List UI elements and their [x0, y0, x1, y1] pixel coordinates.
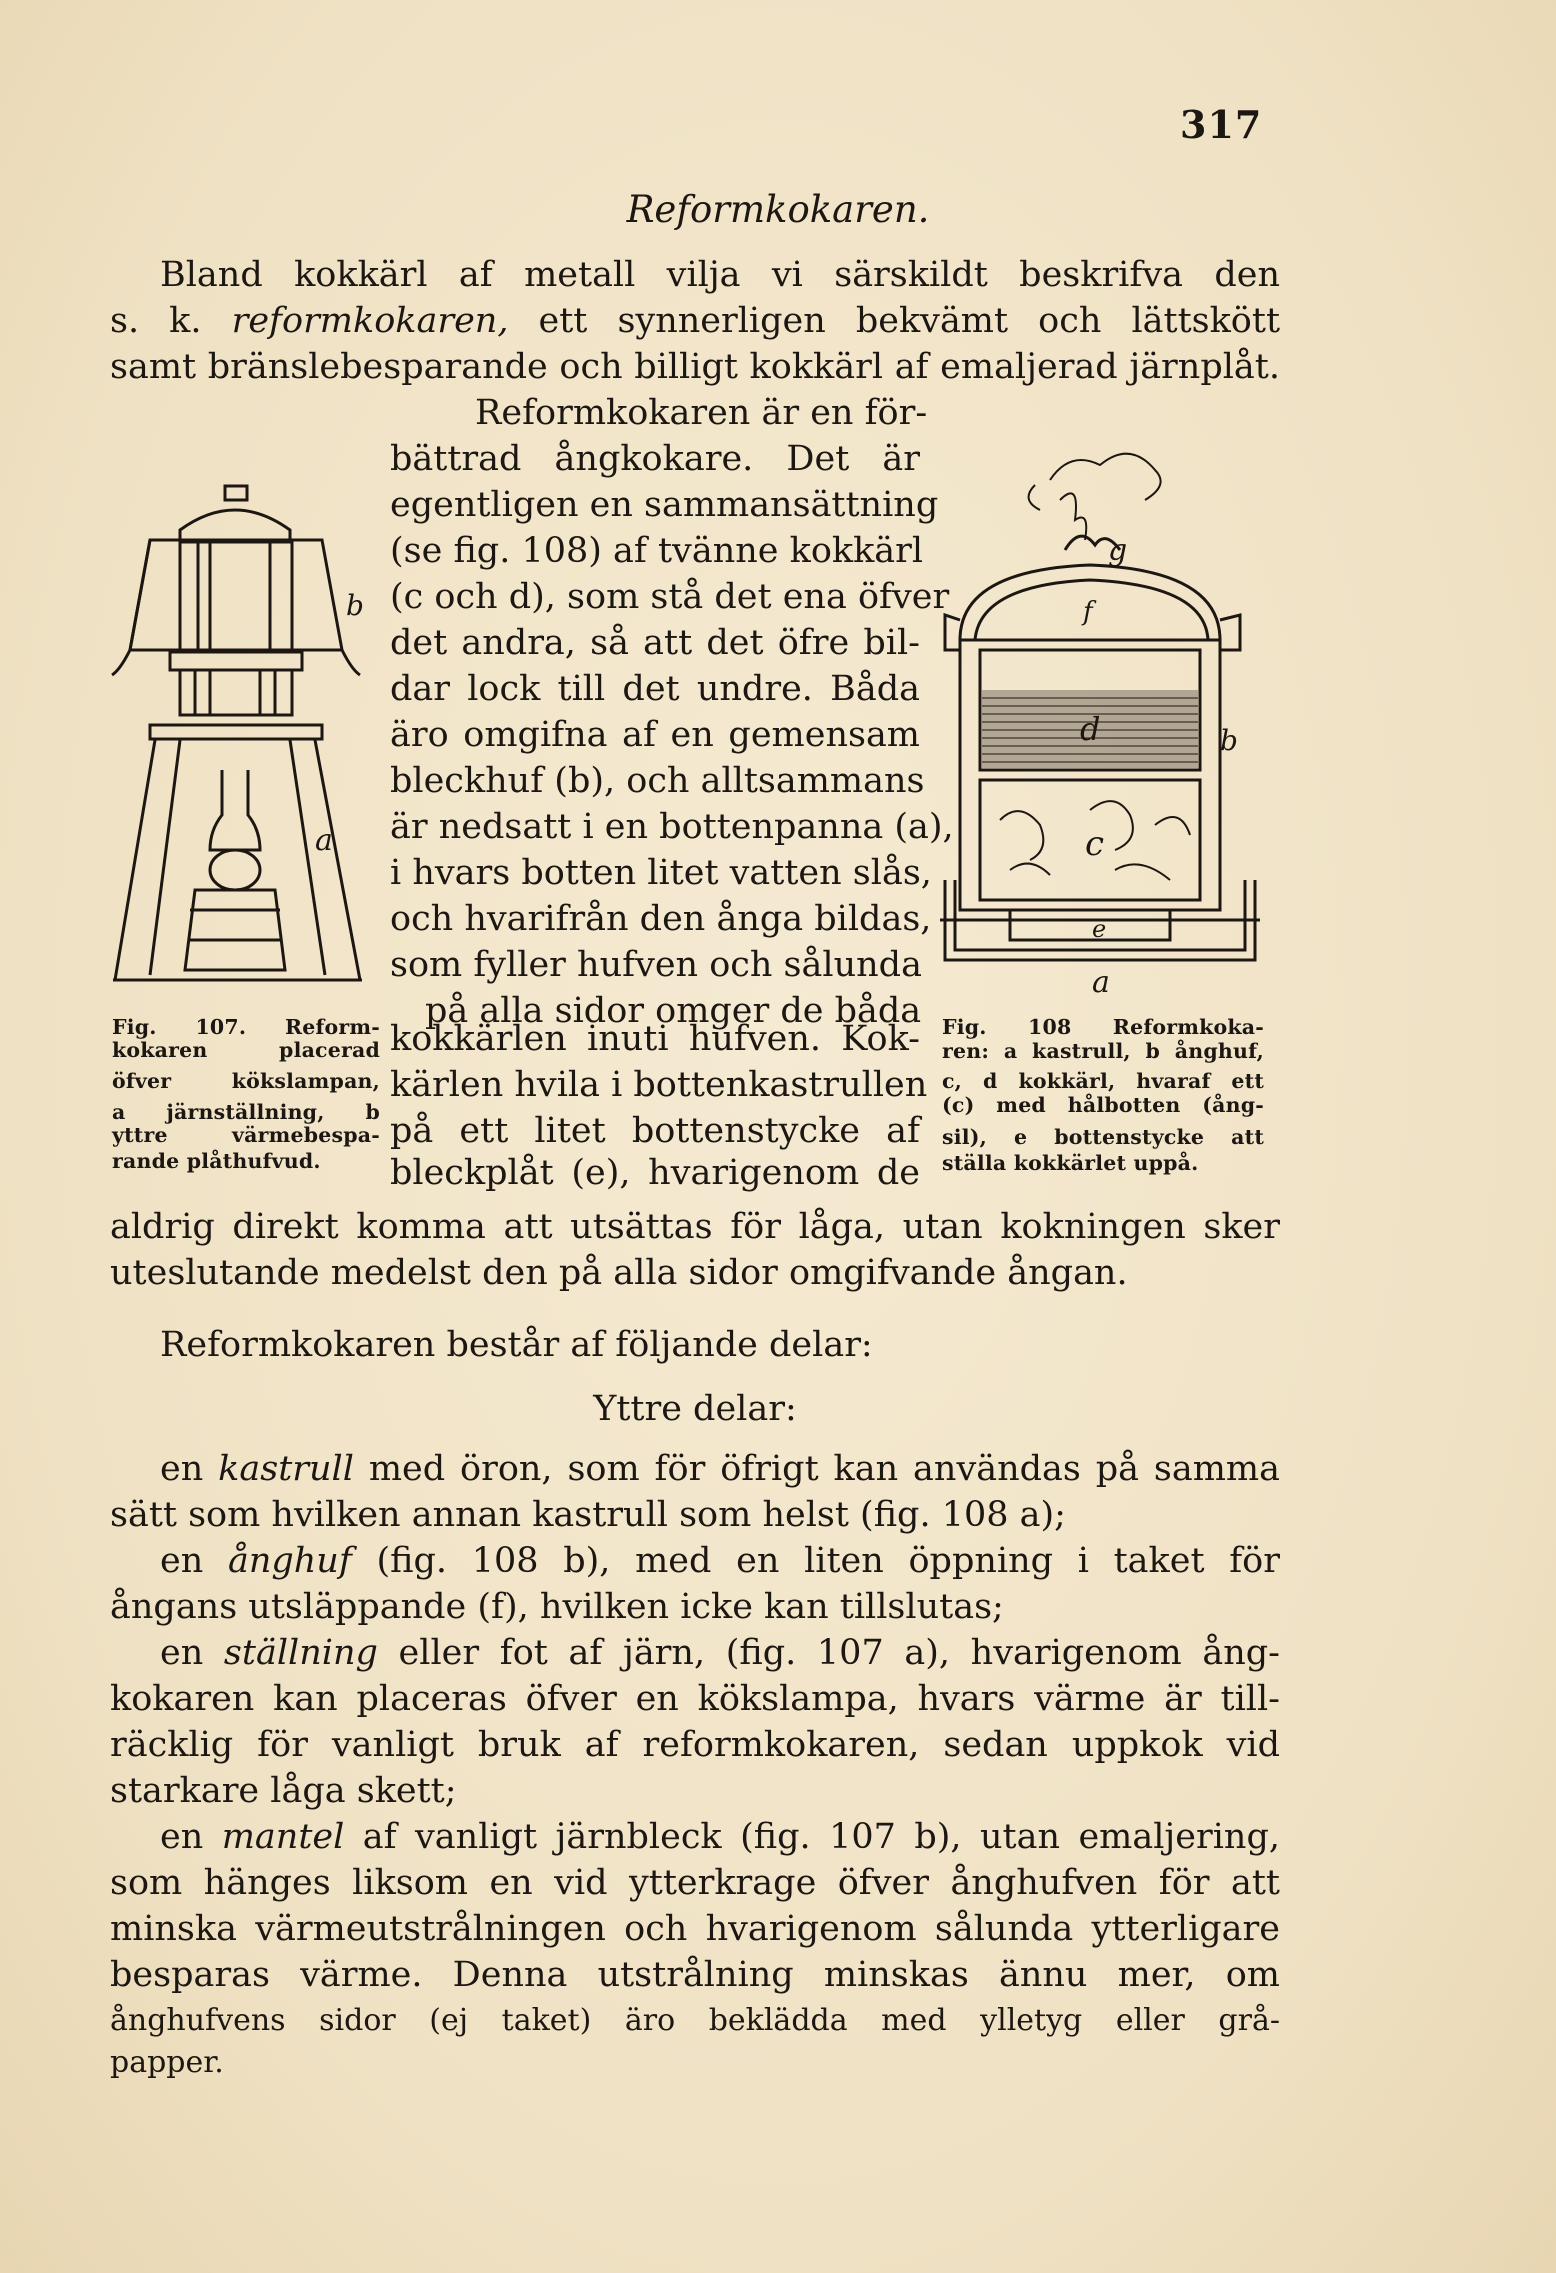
column-line: dar lock till det undre. Båda	[390, 669, 920, 709]
column-line: på alla sidor omger de båda	[425, 991, 922, 1031]
text-line: besparas värme. Denna utstrålning minskas ännu mer, om	[110, 1955, 1280, 1995]
column-line: Reformkokaren är en för-	[475, 393, 928, 433]
column-line: det andra, så att det öfre bil-	[390, 623, 920, 663]
figure-108-illustration	[940, 440, 1270, 1000]
column-line: egentligen en sammansättning	[390, 485, 939, 525]
text-line: ångans utsläppande (f), hvilken icke kan tillslutas;	[110, 1587, 1004, 1627]
figure-107-illustration	[110, 470, 380, 990]
column-line: bättrad ångkokare. Det är	[390, 439, 920, 479]
text-line: räcklig för vanligt bruk af reformkokaren, sedan uppkok vid	[110, 1725, 1280, 1765]
caption-108-line: ställa kokkärlet uppå.	[942, 1151, 1199, 1175]
section-title: Reformkokaren.	[626, 188, 930, 231]
column-line: i hvars botten litet vatten slås,	[390, 853, 932, 893]
caption-107-line: a järnställning, b	[112, 1100, 380, 1124]
column-line: på ett litet bottenstycke af	[390, 1111, 920, 1151]
text-line: en mantel af vanligt järnbleck (fig. 107 b), utan emaljering,	[160, 1817, 1280, 1857]
caption-108-line: c, d kokkärl, hvaraf ett	[942, 1069, 1264, 1093]
column-line: kokkärlen inuti hufven. Kok-	[390, 1019, 920, 1059]
text-line: uteslutande medelst den på alla sidor omgifvande ångan.	[110, 1253, 1128, 1293]
text-line: ånghufvens sidor (ej taket) äro beklädda med ylletyg eller grå-	[110, 2003, 1280, 2038]
fig107-label-b: b	[346, 589, 364, 622]
fig107-label-a: a	[315, 823, 333, 858]
column-line: äro omgifna af en gemensam	[390, 715, 920, 755]
fig108-label-g: g	[1108, 533, 1128, 568]
text-line: som hänges liksom en vid ytterkrage öfver ånghufven för att	[110, 1863, 1280, 1903]
text-line: starkare låga skett;	[110, 1771, 457, 1811]
text-line: kokaren kan placeras öfver en kökslampa, hvars värme är till-	[110, 1679, 1280, 1719]
text-line: aldrig direkt komma att utsättas för låga, utan kokningen sker	[110, 1207, 1280, 1247]
fig108-label-f: f	[1083, 597, 1093, 627]
caption-107-line: Fig. 107. Reform-	[112, 1015, 380, 1039]
caption-107-line: öfver kökslampan,	[112, 1069, 380, 1093]
column-line: som fyller hufven och sålunda	[390, 945, 922, 985]
column-line: är nedsatt i en bottenpanna (a),	[390, 807, 954, 847]
column-line: (c och d), som stå det ena öfver	[390, 577, 950, 617]
text-line: minska värmeutstrålningen och hvarigenom sålunda ytterligare	[110, 1909, 1280, 1949]
caption-108-line: sil), e bottenstycke att	[942, 1125, 1264, 1149]
column-line: bleckhuf (b), och alltsammans	[390, 761, 925, 801]
fig108-label-b: b	[1220, 724, 1238, 757]
text-line: Reformkokaren består af följande delar:	[160, 1325, 873, 1365]
text-line: papper.	[110, 2045, 224, 2080]
subheading: Yttre delar:	[593, 1389, 797, 1429]
caption-107-line: kokaren placerad	[112, 1038, 380, 1062]
column-line: bleckplåt (e), hvarigenom de	[390, 1153, 920, 1193]
text-line: Bland kokkärl af metall vilja vi särskildt beskrifva den	[160, 255, 1280, 295]
text-line: en ställning eller fot af järn, (fig. 107 a), hvarigenom ång-	[160, 1633, 1280, 1673]
text-line: sätt som hvilken annan kastrull som helst (fig. 108 a);	[110, 1495, 1066, 1535]
caption-108-line: (c) med hålbotten (ång-	[942, 1093, 1264, 1117]
column-line: kärlen hvila i bottenkastrullen	[390, 1065, 928, 1105]
fig108-label-c: c	[1085, 824, 1105, 864]
caption-108-line: ren: a kastrull, b ånghuf,	[942, 1039, 1264, 1063]
caption-107-line: rande plåthufvud.	[112, 1149, 321, 1173]
column-line: (se fig. 108) af tvänne kokkärl	[390, 531, 924, 571]
text-line: en ånghuf (fig. 108 b), med en liten öppning i taket för	[160, 1541, 1280, 1581]
fig108-label-e: e	[1092, 915, 1107, 943]
text-line: s. k. reformkokaren, ett synnerligen bekvämt och lättskött	[110, 301, 1281, 341]
text-line: en kastrull med öron, som för öfrigt kan användas på samma	[160, 1449, 1280, 1489]
text-line: samt bränslebesparande och billigt kokkärl af emaljerad järnplåt.	[110, 347, 1280, 387]
caption-107-line: yttre värmebespa-	[112, 1123, 380, 1147]
fig108-label-a: a	[1092, 965, 1110, 1000]
column-line: och hvarifrån den ånga bildas,	[390, 899, 932, 939]
fig108-label-d: d	[1080, 710, 1101, 748]
caption-108-line: Fig. 108 Reformkoka-	[942, 1015, 1264, 1039]
page-number: 317	[1180, 102, 1263, 147]
